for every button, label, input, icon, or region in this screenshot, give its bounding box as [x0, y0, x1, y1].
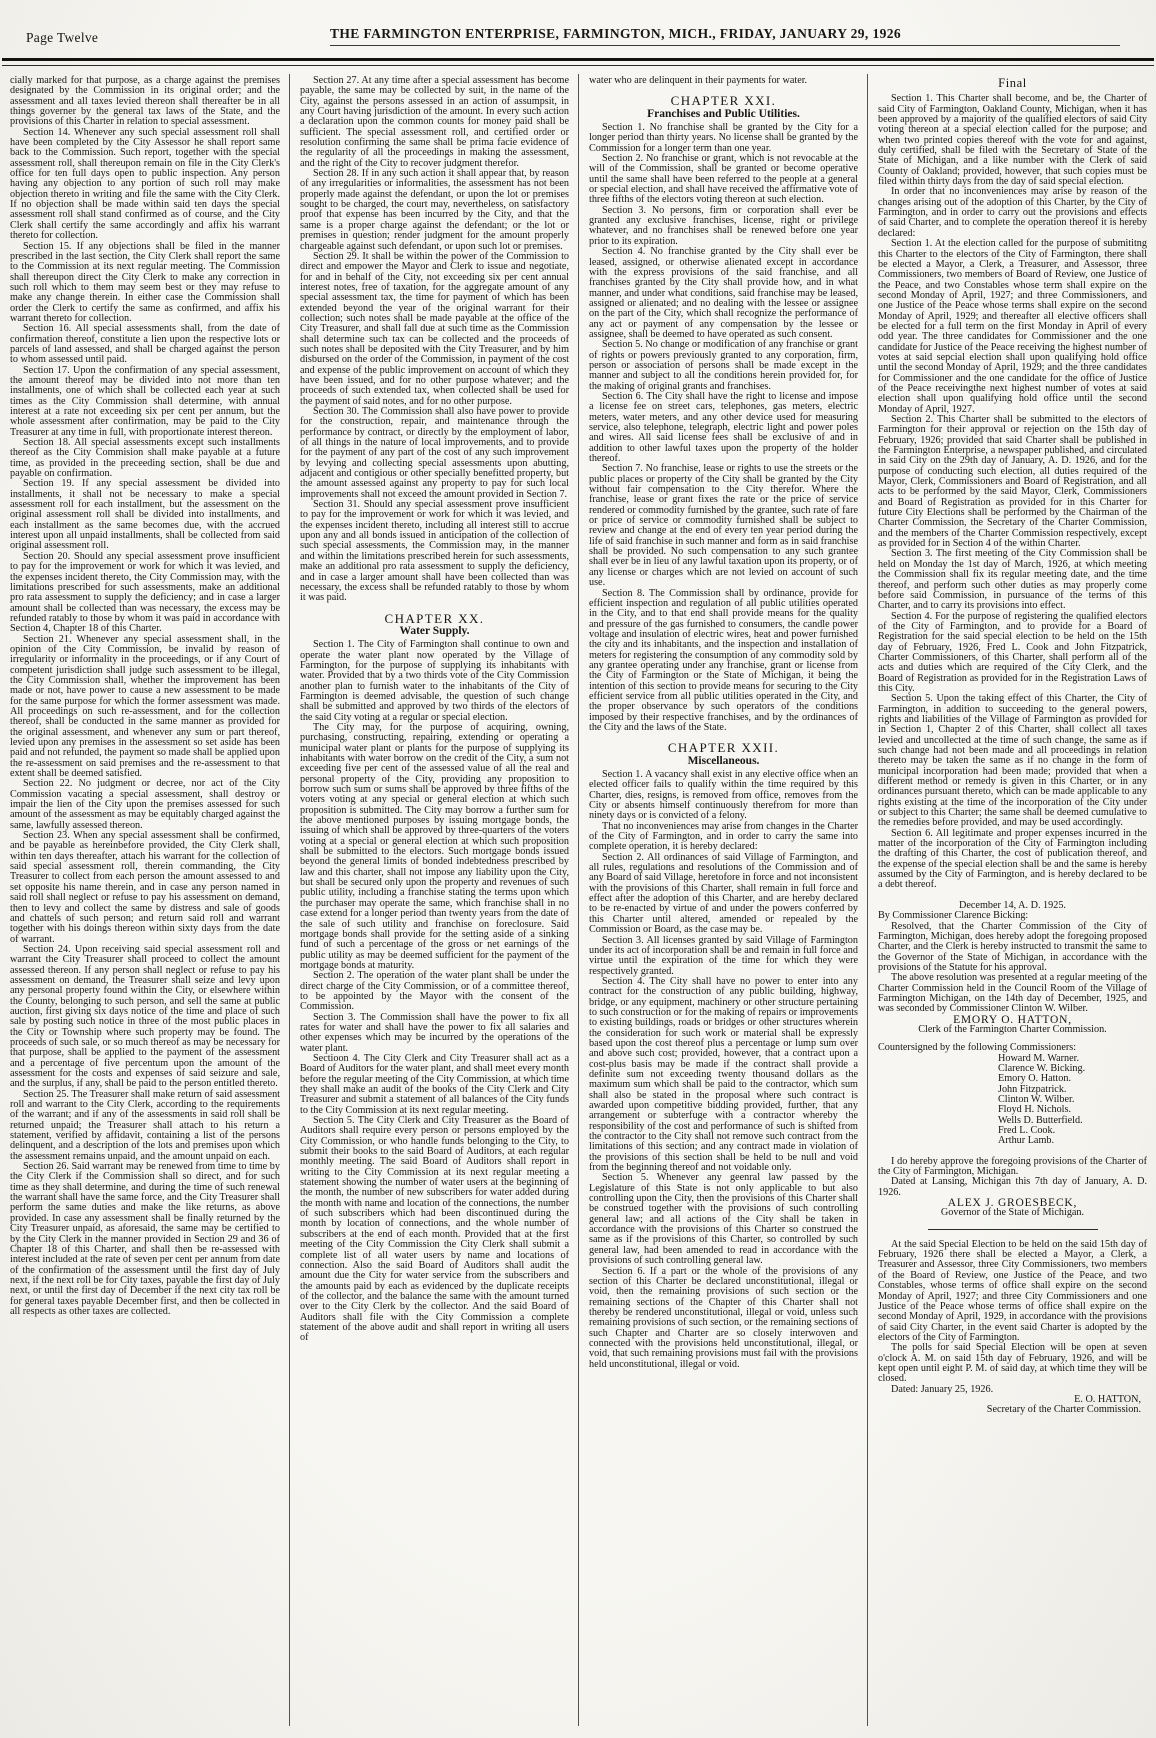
paragraph: That no inconveniences may arise from changes in the Charter of the City of Farmington, and in order to carry the same into complete operation, it is hereby declared: — [589, 820, 858, 853]
commissioner-name: Clarence W. Bicking. — [998, 1062, 1086, 1074]
paragraph: Section 2. This Charter shall be submitted to the electors of Farmington for their approval or rejection on the 15th day of February, 1926; provided that said Charter shall be published in the Farmington Enterprise, a newspaper published, and circulated in said City on the 29th day of January, A. D. 1926, and for the purpose of conducting such election, all duties required of the Mayor, Clerk, Commissioners and Board of Registration, and all acts to be performed by the said Mayor, Clerk, Commissioners and Board of Registration as provided for in this Charter for future City Elections shall be performed by the Chairman of the Charter Commission, the Secretary of the Charter Commission, and the members of the Charter Commission respectively, except as provided for in Section 4 of the within Charter. — [878, 414, 1147, 550]
header-rule — [2, 58, 1154, 66]
paragraph: Section 20. Should any special assessment prove insufficient to pay for the improvement or work for which it was levied, and the expenses incident thereto, the City Commission may, with the limitations prescribed for such assessments, make an additional pro rata assessment to supply the deficiency; and in case a larger amount shall be collected than was necessary, the excess may be refunded ratably to those by whom it was paid in accordance with Section 4, Chapter 18 of this Charter. — [10, 550, 280, 635]
chapter-subheading: Franchises and Public Utilities. — [647, 107, 800, 120]
paragraph: Section 17. Upon the confirmation of any special assessment, the amount thereof may be divided into not more than ten installments, one of which shall be collected each year at such times as the City Commission shall determine, with annual interest at a rate not exceeding six per cent per annum, but the whole assessment after confirmation, may be paid to the City Treasurer at any time in full, with proportionate interest thereon. — [10, 364, 280, 438]
paragraph: Section 26. Said warrant may be renewed from time to time by the City Clerk if the Commission shall so direct, and for such time as they shall determine, and during the time of such renewal the warrant shall have the same force, and the City Treasurer shall perform the same duties and make the like returns, as above provided. In case any assessment shall be finally returned by the City Treasurer unpaid, as aforesaid, the same may be certified to by the City Clerk in the manner provided in Section 29 and 36 of Chapter 18 of this Charter, and shall then be re-assessed with interest included at the rate of seven per cent per annum from date of the confirmation of the assessment until the first day of July next, if the next roll be for City taxes, payable the first day of July next, or until the first day of December if the next city tax roll be for general taxes payable December first, and then be collected in all respects as other taxes are collected. — [10, 1161, 280, 1317]
paragraph: Section 31. Should any special assessment prove insufficient to pay for the improvement or work for which it was levied, and the expenses incident thereto, including all interest still to accrue upon any and all bonds issued in anticipation of the collection of such special assessments, the Commission may, in the manner and within the limitations prescribed herein for such assessments, make an additional pro rata assessment to supply the deficiency, and in case a larger amount shall have been collected than was necessary, the excess shall be refunded ratably to those by whom it was paid. — [300, 499, 569, 604]
paragraph: Section 8. The Commission shall by ordinance, provide for efficient inspection and regulation of all public utilities operated in the City, and to that end shall provide means for the quality and pressure of the gas furnished to consumers, the candle power voltage and insulation of electric wires, heat and power furnished the city and its inhabitants, and the inspection and installation of meters for registering the consumption of any commodity sold by any grantee operating under any franchise, grant or license from the City of Farmington or the State of Michigan, it being the intention of this section to provide means for securing to the City efficient service from all public utilities operated in the City, and the proper observance by such operators of the conditions imposed by their respective franchises, and by the ordinances of the City and the laws of the State. — [589, 587, 858, 733]
paragraph: In order that no inconveniences may arise by reason of the changes arising out of the adoption of this Charter, by the City of Farmington, and in order to carry out the provisions and effects of said Charter, and to complete the operation thereof it is hereby declared: — [878, 186, 1147, 239]
paragraph: Section 1. The City of Farmington shall continue to own and operate the water plant now operated by the Village of Farmington, for the purpose of supplying its inhabitants with water. Provided that by a two thirds vote of the City Commission another plan to furnish water to the inhabitants of the City of Farmington is deemed advisable, the question of such change shall be submitted and approved by two thirds of the electors of the said City voting at a regular or special election. — [300, 639, 569, 723]
paragraph: Dated: January 25, 1926. — [891, 1383, 994, 1395]
paragraph: Section 30. The Commission shall also have power to provide for the construction, repair, and maintenance through the performance by contract, or directly by the employment of labor, of all things in the nature of local improvements, and to provide for the payment of any part of the cost of any such improvement by levying and collecting special assessments upon abutting, adjacent and contigious or other specially benefitted property, but the amount assessed against any property to pay for such local improvements shall not exceed the amount provided in Section 7. — [300, 406, 569, 500]
paragraph: I do hereby approve the foregoing provisions of the Charter of the City of Farmington, Michigan. — [878, 1155, 1147, 1178]
column-4 — [867, 74, 1156, 1726]
separator-rule — [928, 1229, 1098, 1230]
column-2 — [289, 74, 578, 1726]
paragraph: The City may, for the purpose of acquiring, owning, purchasing, constructing, repairing, extending or operating a municipal water plant or plants for the purpose of supplying its inhabitants with water borrow on the credit of the City, a sum not exceeding five per cent of the assessed value of all the real and personal property of the City, providing any proposition to borrow such sum or sums shall be approved by three fifths of the voters voting at any special or general election at which such proposition is submitted. The City may borrow a further sum for the above mentioned purposes by issuing mortgage bonds, the issuing of which shall be approved by three-quarters of the voters voting at a special or general election at which such proposition shall be submitted to the electors. Such mortgage bonds issued beyond the general limits of bonded indebtedness prescribed by law and this charter, shall not impose any liability upon the City, but shall be secured only upon the property and revenues of such public utility, including a franchise stating the terms upon which the purchaser may operate the same, which franchise shall in no case extend for a longer period than twenty years from the date of the sale of such utility and franchise on foreclosure. Said mortgage bonds shall provide for the setting aside of a sinking fund of such a percentage of the gross or net earnings of the public utility as may be deemed sufficient for the payment of the mortgage bonds at maturity. — [300, 721, 569, 971]
paragraph: Section 14. Whenever any such special assessment roll shall have been completed by the City Assessor he shall report same back to the Commission. Such report, together with the special assessment roll, shall thereupon remain on file in the City Clerk's office for ten full days open to public inspection. Any person having any objection to any portion of such roll may make objection thereto in writing and file the same with the City Clerk. If no objection shall be made within said ten days the special assessment roll shall stand confirmed as of course, and the City Clerk shall certify the same accordingly and affix his warrant thereto for collection. — [10, 126, 280, 242]
chapter-heading: CHAPTER XXI. — [670, 93, 777, 109]
paragraph: Section 2. The operation of the water plant shall be under the direct charge of the City Commission, or of a committee thereof, to be appointed by the Mayor with the consent of the Commission. — [300, 970, 569, 1013]
paragraph: Section 1. A vacancy shall exist in any elective office when an elected officer fails to qualify within the time required by this Charter, dies, resigns, is removed from office, removes from the City or absents himself continuously therefrom for more than ninety days or is convicted of a felony. — [589, 769, 858, 822]
centered-line: December 14, A. D. 1925. — [959, 899, 1066, 911]
paragraph: Section 2. All ordinances of said Village of Farmington, and all rules, regulations and resolutions of the Commission and of any Board of said Village, heretofore in force and not inconsistent with the provisions of this Charter, shall remain in full force and effect after the adoption of this Charter, and are hereby declared to be re-enacted by virtue of and under the powers conferred by this Charter until altered, amended or repealed by the Commission or Board, as the case may be. — [589, 851, 858, 936]
paragraph: Section 21. Whenever any special assessment shall, in the opinion of the City Commission, be invalid by reason of irregularity or informality in the proceedings, or if any Court of competent jurisdiction shall judge such assessment to be illegal, the City Commission shall, whether the improvement has been made or not, have power to cause a new assessment to be made for the same purpose for which the former assessment was made. All proceedings on such re-assessment, and for the collection thereof, shall be conducted in the same manner as provided for the original assessment, and whenever any sum or part thereof, levied upon any premises in the assessment so set aside has been paid and not refunded, the payment so made shall be applied upon the re-assessment on said premises and the re-assessment to that extent shall be deemed satisfied. — [10, 633, 280, 780]
chapter-subheading: Miscellaneous. — [687, 754, 760, 767]
signature-name: ALEX J. GROESBECK, — [947, 1197, 1078, 1210]
paragraph: The above resolution was presented at a regular meeting of the Charter Commission held in the Council Room of the Village of Farmington Michigan, on the 14th day of December, 1925, and was seconded by Commissioner Clinton W. Wilber. — [878, 972, 1147, 1015]
paragraph: Section 28. If in any such action it shall appear that, by reason of any irregularities or informalities, the assessment has not been properly made against the defendant, or upon the lot or premises sought to be charged, the court may, nevertheless, on satisfactory proof that expense has been incurred by the City, and that the same is a proper charge against the defendant; or the lot or premises in question; render judgment for the amount properly chargeable against such defendant, or upon such lot or premises. — [300, 168, 569, 252]
paragraph: Section 6. All legitimate and proper expenses incurred in the matter of the incorporation of the City of Farmington including the drafting of this Charter, the cost of publication thereof, and the expense of the special election shall be and the same is hereby assumed by the City of Farmington, and is hereby declared to be a debt thereof. — [878, 827, 1147, 891]
paragraph: Section 6. The City shall have the right to license and impose a license fee on street cars, telephones, gas meters, electric meters, water meters, and any other device used for measuring service, also telephone, telegraph, electric light and power poles and wires. All said license fees shall be exclusive of and in addition to other lawful taxes upon the property of the holder thereof. — [589, 390, 858, 465]
paragraph: At the said Special Election to be held on the said 15th day of February, 1926 there shall be elected a Mayor, a Clerk, a Treasurer and Assessor, three City Commissioners, two members of the Board of Review, one Justice of the Peace, and two Constables, whose terms of office shall expire on the second Monday of April, 1927; and three City Commissioners and one Justice of the Peace whose terms of office shall expire on the second Monday of April, 1929, in accordance with the provisions of said City Charter, in the event said Charter is adopted by the electors of the City of Farmington. — [878, 1238, 1147, 1343]
column-1 — [0, 74, 289, 1726]
commissioner-name: Clinton W. Wilber. — [998, 1094, 1075, 1105]
commissioner-name: Emory O. Hatton. — [998, 1073, 1071, 1085]
paragraph: Section 1. No franchise shall be granted by the City for a longer period than thirty years. No license shall be granted by the Commission for a longer term than one year. — [589, 122, 858, 154]
paragraph: Section 18. All special assessments except such installments thereof as the City Commision shall make payable at a future time, as provided in the preceeding section, shall be due and payable on confirmation. — [10, 437, 280, 480]
chapter-subheading: Water Supply. — [399, 624, 470, 637]
paragraph: Dated at Lansing, Michigan this 7th day of January, A. D. 1926. — [878, 1176, 1147, 1198]
paragraph: Section 23. When any special assessment shall be confirmed, and be payable as hereinbefore provided, the City Clerk shall, within ten days thereafter, attach his warrant for the collection of said special assessment roll, therein commanding, the City Treasurer to collect from each person the amount assessed to and set opposite his name therein, and in case any person named in said roll shall neglect or refuse to pay his assessment on demand, then to levy and collect the same by distress and sale of goods and chattels of such person; and return said roll and warrant together with his doings thereon within sixty days from the date of warrant. — [10, 830, 280, 945]
paragraph: Section 22. No judgment or decree, nor act of the City Commission vacating a special assessment, shall destroy or impair the lien of the City upon the premises assessed for such amount of the assessment as may be equitably charged against the same, lawfully assessed thereon. — [10, 778, 280, 831]
paragraph: Sectioon 4. The City Clerk and City Treasurer shall act as a Board of Auditors for the water plant, and shall meet every month before the regular meeting of the City Commission, at which time they shall make an audit of the books of the City Clerk and City Treasurer and submit a statement of all balances of the City funds to the City Commission at its next regular meeting. — [300, 1052, 569, 1116]
commissioner-name: John Fitzpatrick. — [998, 1083, 1067, 1095]
chapter-heading: CHAPTER XX. — [384, 610, 485, 626]
paragraph: Section 25. The Treasurer shall make return of said assessment roll and warrant to the City Clerk, according to the requirements of the warrant; and if any of the assessments in said roll shall be returned unpaid; the Treasurer shall attach to his return a statement, verified by affidavit, containing a list of the persons delinquent, and a description of the lots and premises upon which the assessment remains unpaid, and the amount unpaid on each. — [10, 1088, 280, 1162]
right-aligned-line: Secretary of the Charter Commission. — [986, 1404, 1141, 1416]
paragraph: Section 16. All special assessments shall, from the date of confirmation thereof, constitute a lien upon the respective lots or parcels of land assessed, and shall be charged against the person to whom assessed until paid. — [10, 323, 280, 366]
centered-line: Clerk of the Farmington Charter Commission. — [918, 1023, 1107, 1035]
paragraph: Countersigned by the following Commissioners: — [878, 1042, 1077, 1054]
column-3 — [578, 74, 867, 1726]
paragraph: Section 1. At the election called for the purpose of submititng this Charter to the electors of the City of Farmington, there shall be elected a Mayor, a Clerk, a Treasurer, and Assessor, three Commissioners, two members of Board of Review, one Justice of the Peace, and two Constables whose term shall expire on the second Monday of April, 1927; and three Commissioners, and one Justice of the Peace whose terms shall expire on the second Monday of April, 1929; and thereafter all elective officers shall be elected for a full term on the first Monday in April of every odd year. The three candidates for Commissioner and the one candidate for Justice of the Peace receiving the highest number of votes at said sepcial election shall upon qualifying hold office until the second Monday of April, 1929; and the three candidates for Commissioner and the one candidate for the office of Justice of the Peace receivingthe next highest number of votes at said election shall upon qualifying hold office until the second Monday of April, 1927. — [878, 238, 1147, 415]
page-number-label: Page Twelve — [26, 30, 99, 45]
paragraph: Section 5. Whenever any geenral law passed by the Legislature of this State is not only applicable to but also controlling upon the City, then the provisions of this Charter shall be construed together with the provisions of such controlling general law; and all actions of the City shall be taken in accordance with the provisions of this Charter so construed the same as if the provisions of this Charter, so controlled by such general law, had been amended to read in accordance with the provisions of such controlling general law. — [589, 1172, 858, 1267]
commissioner-name: Arthur Lamb. — [998, 1135, 1055, 1147]
commissioner-name: Wells D. Butterfield. — [998, 1114, 1083, 1126]
paragraph: Section 3. The first meeting of the City Commission shall be held on Monday the 1st day of March, 1926, at which meeting the Commission shall fix its regular meeting date, and the time thereof, and perform such other duties as may properly come before said Commission, in pursuance of the terms of this Charter, and to carry its provisions into effect. — [878, 548, 1147, 612]
commissioner-name: Howard M. Warner. — [998, 1052, 1080, 1064]
paragraph: cially marked for that purpose, as a charge against the premises designated by the Commission in its original order; and the assessment and all taxes levied thereon shall thereafter be in all things governer by the general tax laws of the State, and the provisions of this Charter in relation to special assessment. — [10, 75, 280, 128]
paragraph: Section 15. If any objections shall be filed in the manner prescribed in the last section, the City Clerk shall report the same to the Commission at its next regular meeting. The Commission shall thereupon direct the City Clerk to make any correction in such roll which to them may seem best or they may refuse to make any change therein. In either case the Commission shall order the Clerk to certify the same as confirmed, and affix his warrant thereto for collection. — [10, 240, 280, 324]
commissioner-names — [998, 1054, 1147, 1147]
paragraph: Section 27. At any time after a special assessment has become payable, the same may be collected by suit, in the name of the City, against the persons assessed in an action of assumpsit, in any Court having jurisdiction of the amount. In every such action a declaration upon the common counts for money paid shall be sufficient. The special assessment roll, and certified order or resolution confirming the same shall be prima facie evidence of the regularity of all the proceedings in making the assessment, and the right of the City to recover judgment therefor. — [300, 75, 569, 169]
section-heading: Final — [998, 76, 1027, 90]
paragraph: Section 4. The City shall have no power to enter into any contract for the construction of any public building, highway, bridge, or any equipment, machinery or other structure pertaining to such construction or for the making of repairs or improvements to existing buildings, roads or bridges or other structures wherein the consideration for such work or material shall be expressly based upon the cost thereof plus a percentage or lump sum over and above such cost; provided, however, that a contract upon a cost-plus basis may be made if the contract shall provide a definite sum not exceeding twenty thousand dollars as the maximum sum which shall be paid to the contractor, which sum shall also be stated in the proposal where such contract is awarded upon competitive bidding provided, further, that any arrangement or subterfuge with a contractor whereby the responsibility of the cost and performance of such is shifted from the contractor to the City shall not remove such contract from the limitations of this section; and any contract made in violation of the provisions of this section shall be held to be null and void from the beginning thereof and not voidable only. — [589, 975, 858, 1174]
page-header — [0, 0, 1156, 52]
paragraph: Section 1. This Charter shall become, and be, the Charter of said City of Farmington, Oakland County, Michigan, when it has been approved by a majority of the qualified electors of said City voting thereon at a special election called for the purpose; and when two printed copies thereof with the vote for and against, duly certified, shall be filed with the Secretary of State of the State of Michigan, and a like number with the Clerk of said County of Oakland; provided, however, that such copies must be filed within thirty days from the day of said special election. — [878, 93, 1147, 188]
paragraph: Section 2. No franchise or grant, which is not revocable at the will of the Commission, shall be granted or become operative until the same shall have been referred to the people at a general or special election, and shall have received the affirmative vote of three fifths of the electors voting thereon at such election. — [589, 153, 858, 206]
paragraph: Section 29. It shall be within the power of the Commission to direct and empower the Mayor and Clerk to issue and negotiate, for and in behalf of the City, not exceeding six per cent annual interest notes, free of taxation, for the aggregate amount of any special assessment tax, the time for payment of which has been extended beyond the year of the original warrant for their collection; such notes shall be made payable at the office of the City Treasurer, and shall fall due at such time as the Commission shall determine such tax can be collected and the proceeds of such notes shall be deposited with the City Treasurer, and by him disbursed on the order of the Commission, in payment of the cost and expense of the public improvement on account of which they have been issued, and for no other purpose whatever; and the proceeds of such extended tax, when collected shall be used for the payment of said notes, and for no other purpose. — [300, 250, 569, 407]
signature-name: EMORY O. HATTON, — [953, 1013, 1072, 1026]
paragraph: Section 4. No franchise granted by the City shall ever be leased, assigned, or otherwise alienated except in accordance with the express provisions of the said franchise, and all franchises granted by the City shall provide how, and in what manner, and under what conditions, said franchise may be leased, assigned or alienated; and no dealing with the lessee or assignee on the part of the City, which shall recognize the performance of any act or payment of any compensation by the lessee or assignee, shall be deemed to have operated as such consent. — [589, 246, 858, 340]
centered-line: Governor of the State of Michigan. — [940, 1207, 1085, 1219]
paragraph: By Commissioner Clarence Bicking: — [878, 910, 1029, 922]
masthead: THE FARMINGTON ENTERPRISE, FARMINGTON, MICH., FRIDAY, JANUARY 29, 1926 — [330, 26, 1120, 46]
paragraph: Section 6. If a part or the whole of the provisions of any section of this Charter be declared unconstitutional, illegal or void, then the remaining provisions of such section or the remaining sections of the Chapter of this Charter shall not thereby be rendered unconstitutional, illegal or void, unless such remaining provisions of such section, or the remaining sections of such Chapter and Charter are so closely interwoven and connected with the provisions held unconstitutional, illegal, or void, that such remaining provisions must fail with the provisions held unconstitutional, illegal or void. — [589, 1265, 858, 1370]
paragraph: Resolved, that the Charter Commission of the City of Farmington, Michigan, does hereby adopt the foregoing proposed Charter, and the Clerk is hereby instructed to transmit the same to the Governor of the State of Michigan, in accordance with the provisions of the Statute for his approval. — [878, 920, 1147, 973]
chapter-heading: CHAPTER XXII. — [667, 740, 780, 756]
paragraph: The polls for said Special Election will be open at seven o'clock A. M. on said 15th day of February, 1926, and will be kept open until eight P. M. of said day, at which time they will be closed. — [878, 1342, 1147, 1385]
paragraph: Section 7. No franchise, lease or rights to use the streets or the public places or property of the City shall be granted by the City without fair compensation to the City therefor. Where the franchise, lease or grant fixes the rate or the price of service rendered or commodity furnished by the grantee, such rate of fare or price of service or commodity furnished shall be subject to review and change at the end of every ten year period during the life of said franchise in such manner and form as in said franchise shall be provided. No such compensation to any such grantee shall ever be in lieu of any lawful taxation upon its property, or of any license or charges which are not levied on account of such use. — [589, 463, 858, 589]
paragraph: Section 24. Upon receiving said special assessment roll and warrant the City Treasurer shall proceed to collect the amount assessed thereon. If any person shall neglect or refuse to pay his assessment on demand, the Treasurer shall seize and levy upon any personal property found within the City, or elsewhere within the County, belonging to such person, and sell the same at public auction, first giving six days notice of the time and place of such sale by posting such notice in three of the most public places in the City or Township where such property may be found. The proceeds of such sale, or so much thereof as may be necessary for that purpose, shall be applied to the payment of the assessment and a percentage of five percentum upon the amount of the assessment for the costs and expenses of said seizure and sale, and the surplus, if any, shall be paid to the person entitled thereto. — [10, 943, 280, 1090]
paragraph: water who are delinquent in their payments for water. — [589, 75, 808, 86]
commissioner-name: Floyd H. Nichols. — [998, 1104, 1072, 1116]
paragraph: Section 19. If any special assessment be divided into installments, it shall not be necessary to make a special assessment roll for each installment, but the assessment on the original assessment roll shall be divided into installments, and each installment as the same becomes due, with the accrued interest upon all unpaid installments, shall be collected from said original assessment roll. — [10, 478, 280, 552]
right-aligned-line: E. O. HATTON, — [1074, 1393, 1141, 1405]
paragraph: Section 5. The City Clerk and City Treasurer as the Board of Auditors shall require every person or persons employed by the City Commission, or who handle funds belonging to the City, to submit their books to the said Board of Auditors, at each regular monthly meeting. The said Board of Auditors shall report in writing to the City Commission at its next regular meeting a statement showing the number of water users at the beginning of the month, the number of new subscribers for water added during the month with name and location of the connections, the number of such subscribers which had been discontinued during the month by location of connections, and the whole number of subscribers at the end of each month. Provided that at the first meeting of the City Commission the City Clerk shall submit a complete list of all water users by name and locations of connection. Also the said Board of Auditors shall audit the amount due the City for water service from the subscribers and the amounts paid by each as evidenced by the duplicate receipts of the collector, and the balance the same with the amount turned over to the City Clerk by the collector. And the said Board of Auditors shall file with the City Commission a complete statement of the above audit and shall report in writing all users of — [300, 1115, 569, 1344]
commissioner-name: Fred L. Cook. — [998, 1125, 1056, 1137]
column-container — [0, 66, 1156, 1734]
paragraph: Section 4. For the purpose of registering the qualified electors of the City of Farmington, and to provide for a Board of Registration for the said special election to be held on the 15th day of February, 1926, Fred L. Cook and John Fitzpatrick, Charter Commissioners, of this Charter, shall perform all of the acts and duties which are required of the City Clerk, and the Board of Registration as provided for in the Registration Laws of this City. — [878, 610, 1147, 694]
paragraph: Section 3. The Commission shall have the power to fix all rates for water and shall have the power to fix all salaries and other expenses which may be incurred by the operations of the water plant. — [300, 1011, 569, 1054]
paragraph: Section 3. No persons, firm or corporation shall ever be granted any exclusive franchises, license, right or privilege whatever, and no franchises shall be renewed before one year prior to its expiration. — [589, 204, 858, 247]
paragraph: Section 5. Upon the taking effect of this Charter, the City of Farmington, in addition to succeeding to the general powers, rights and liabilities of the Village of Farmington as provided for in Section 1, Chapter 2 of this Charter, shall collect all taxes levied and uncollected at the time of such change, the same as if such change had not been made and all proceedings in relation thereto may be taken the same as if no change in the form of municipal incorporation had been made; provided that when a different method or remedy is given in this Charter, or in any ordinances pursuant thereto, which can be made applicable to any rights existing at the time of the incorporation of the City under or subject to this Charter; the same shall be deemed cumulative to the remedies before provided, and may be used accordingly. — [878, 693, 1147, 829]
paragraph: Section 3. All licenses granted by said Village of Farmington under its act of incorporation shall be and remain in full force and virtue until the expiration of the time for which they were respectively granted. — [589, 934, 858, 977]
paragraph: Section 5. No change or modification of any franchise or grant of rights or powers previously granted to any corporation, firm, person or association of persons shall be made except in the manner and subject to all the conditions herein provided for, for the making of original grants and franchises. — [589, 339, 858, 392]
